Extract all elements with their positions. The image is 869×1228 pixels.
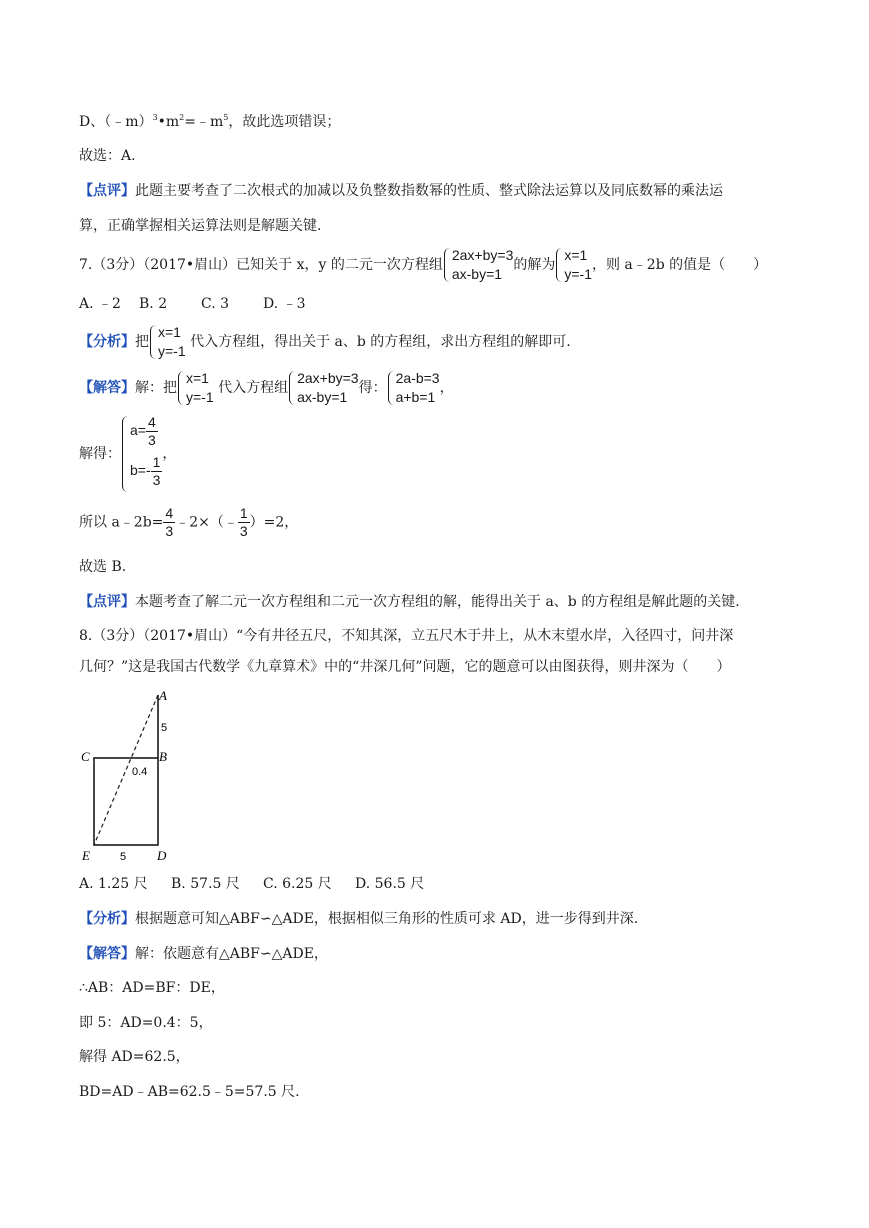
choice-b: B. 57.5 尺 — [171, 876, 240, 892]
comment-tag: 【点评】 — [79, 594, 135, 610]
exponent: 5 — [223, 113, 229, 122]
sight-line — [94, 695, 158, 845]
text: =﹣m — [184, 114, 224, 130]
equation: y=-1 — [158, 343, 186, 359]
comment-line-2: 算，正确掌握相关运算法则是解题关键. — [79, 218, 322, 234]
numerator: 4 — [165, 505, 174, 521]
exponent: 3 — [152, 113, 158, 122]
text: 得： — [358, 380, 387, 396]
answer-tag: 【解答】 — [79, 380, 135, 396]
label-c: C — [81, 749, 90, 764]
text: 解得： — [79, 446, 121, 462]
derived-system — [387, 369, 440, 407]
length-ab: 5 — [161, 722, 168, 734]
fraction — [163, 505, 175, 540]
label-a: A — [159, 688, 167, 703]
text: ， — [162, 446, 177, 462]
text: 所以 a﹣2b= — [79, 514, 164, 531]
analysis-tag: 【分析】 — [79, 911, 135, 927]
result-system — [121, 414, 162, 494]
solution-system — [555, 246, 592, 284]
option-d-line — [79, 112, 340, 132]
text: 代入方程组 — [218, 380, 289, 396]
q7-choices — [79, 294, 306, 314]
fraction — [151, 454, 163, 489]
q8-step-4: BD=AD﹣AB=62.5﹣5=57.5 尺. — [79, 1084, 300, 1100]
text: •m — [157, 114, 180, 130]
equation-system — [288, 369, 359, 407]
text: a= — [130, 422, 146, 439]
choice-a: A. 1.25 尺 — [79, 876, 148, 892]
length-bf: 0.4 — [132, 766, 148, 778]
numerator: 1 — [239, 505, 248, 521]
q8-answer — [79, 944, 328, 964]
comment-tag: 【点评】 — [79, 183, 135, 199]
choice-d: D. 56.5 尺 — [355, 876, 425, 892]
choice-b: B. 2 — [139, 296, 168, 312]
q8-step-2: 即 5：AD=0.4：5， — [79, 1015, 213, 1031]
equation: ax-by=1 — [451, 266, 503, 282]
text: ）=2， — [249, 514, 299, 531]
q8-stem-line-2: 几何？”这是我国古代数学《九章算术》中的“井深几何”问题，它的题意可以由图获得，则井深为（ ） — [79, 659, 731, 675]
q7-comment — [79, 592, 740, 612]
denominator: 3 — [152, 472, 161, 488]
text: 把 — [135, 334, 149, 350]
equation: 2a-b=3 — [395, 370, 440, 386]
comment-line-1 — [79, 181, 723, 201]
text: ，则 a﹣2b 的值是（ ） — [591, 257, 768, 273]
label-d: D — [157, 848, 167, 863]
text: ﹣2×（﹣ — [175, 514, 238, 531]
exponent: 2 — [179, 113, 185, 122]
well-rectangle — [94, 758, 158, 845]
choice-a: A. ﹣2 — [79, 296, 121, 312]
q8-analysis — [79, 909, 638, 929]
q7-stem — [79, 246, 767, 284]
equation: 2ax+by=3 — [297, 370, 359, 386]
result-a — [130, 414, 162, 454]
equation: a+b=1 — [395, 389, 436, 405]
equation: x=1 — [186, 370, 209, 386]
choice-line-a: 故选：A. — [79, 148, 136, 164]
denominator: 3 — [165, 523, 174, 539]
q8-step-3: 解得 AD=62.5， — [79, 1049, 190, 1065]
solution-system — [149, 323, 186, 361]
choice-line-b: 故选 B. — [79, 559, 127, 575]
choice-c: C. 6.25 尺 — [263, 876, 332, 892]
numerator: 1 — [152, 454, 161, 470]
equation: y=-1 — [186, 389, 214, 405]
answer-tag: 【解答】 — [79, 946, 135, 962]
text: D、（﹣m） — [79, 114, 153, 130]
analysis-tag: 【分析】 — [79, 334, 135, 350]
q7-analysis — [79, 323, 571, 361]
choice-d: D. ﹣3 — [263, 296, 306, 312]
text: 解：把 — [135, 380, 177, 396]
text: ，故此选项错误； — [228, 114, 341, 130]
equation-system — [443, 246, 514, 284]
label-e: E — [82, 848, 90, 863]
q7-result — [79, 505, 298, 540]
text: 本题考查了解二元一次方程组和二元一次方程组的解，能得出关于 a、b 的方程组是解此题的关键. — [135, 594, 740, 610]
text: 根据题意可知△ABF∽△ADE，根据相似三角形的性质可求 AD，进一步得到井深. — [135, 911, 639, 927]
text: 7.（3分）（2017•眉山）已知关于 x，y 的二元一次方程组 — [79, 257, 443, 273]
text: 解：依题意有△ABF∽△ADE， — [135, 946, 328, 962]
solution-system — [177, 369, 214, 407]
equation: x=1 — [158, 324, 181, 340]
equation: x=1 — [564, 247, 588, 263]
text: ， — [439, 380, 454, 396]
numerator: 4 — [147, 414, 156, 430]
q7-answer — [79, 369, 454, 407]
text: 代入方程组，得出关于 a、b 的方程组，求出方程组的解即可. — [190, 334, 571, 350]
choice-c: C. 3 — [201, 296, 230, 312]
fraction — [238, 505, 250, 540]
denominator: 3 — [147, 432, 156, 448]
q8-stem-line-1: 8.（3分）（2017•眉山）“今有井径五尺，不知其深，立五尺木于井上，从木末望水岸，入径四寸，问井深 — [79, 628, 734, 644]
equation: y=-1 — [564, 266, 592, 282]
text: 的解为 — [513, 257, 556, 273]
denominator: 3 — [239, 523, 248, 539]
result-b — [130, 454, 162, 494]
label-b: B — [159, 749, 167, 764]
q8-choices — [79, 874, 424, 894]
text: 此题主要考查了二次根式的加减以及负整数指数幂的性质、整式除法运算以及同底数幂的乘法运 — [135, 183, 723, 199]
q7-solve — [79, 414, 176, 494]
equation: ax-by=1 — [297, 389, 348, 405]
equation: 2ax+by=3 — [451, 247, 514, 263]
length-ed: 5 — [120, 851, 127, 863]
well-diagram — [78, 688, 188, 866]
q8-step-1: ∴AB：AD=BF：DE， — [79, 980, 225, 996]
text: b=- — [130, 462, 151, 479]
fraction — [146, 414, 158, 449]
